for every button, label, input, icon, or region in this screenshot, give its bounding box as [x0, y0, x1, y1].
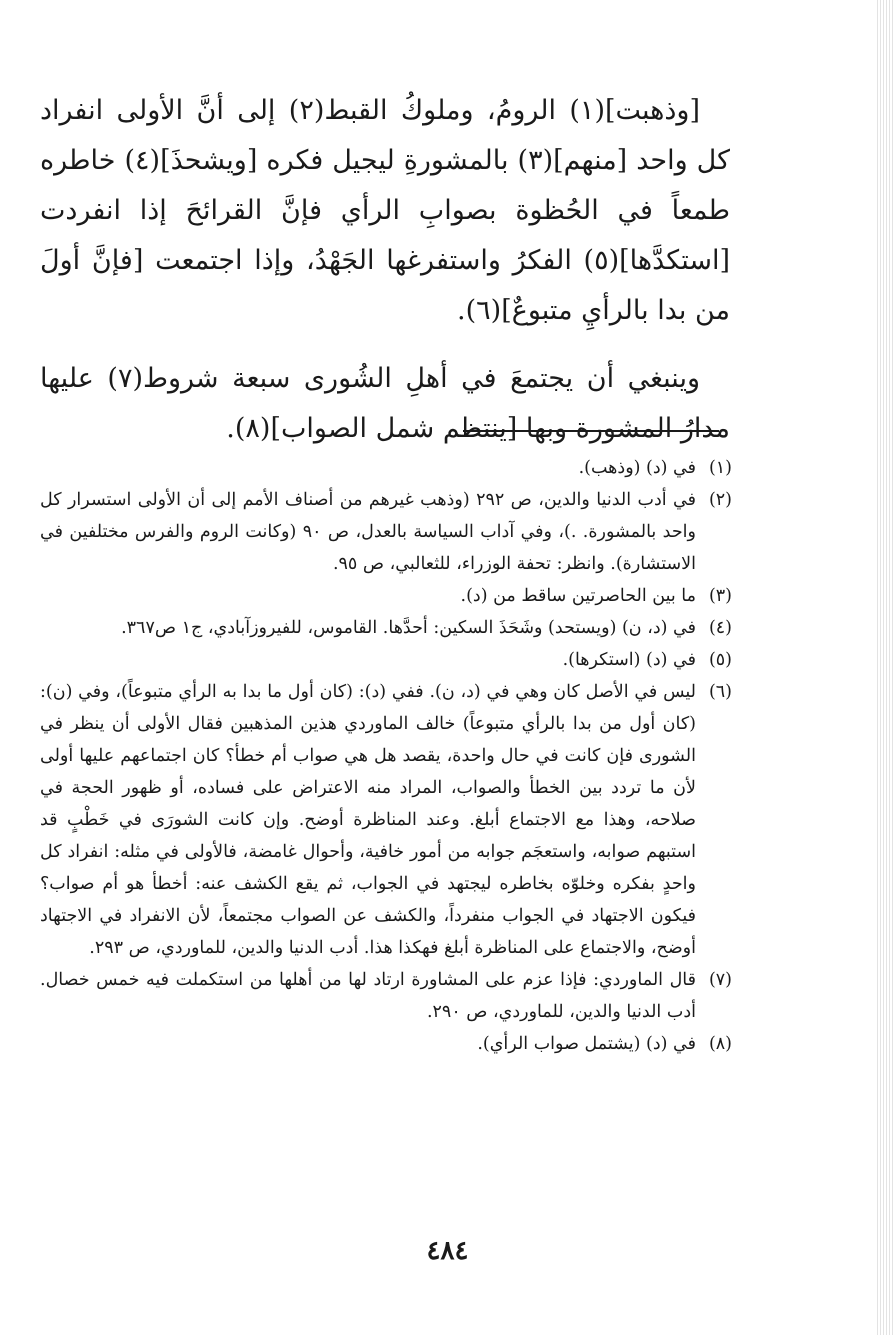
footnote-5: [40, 644, 732, 676]
footnote-number: (٤): [708, 618, 732, 638]
footnote-7: [40, 964, 732, 1028]
footnote-2: [40, 484, 732, 580]
page-number: ٤٨٤: [426, 1236, 469, 1266]
footnote-4: [40, 612, 732, 644]
footnote-1: [40, 452, 732, 484]
footnote-6: [40, 676, 732, 964]
footnote-text: ليس في الأصل كان وهي في (د، ن). ففي (د): (كان أول ما بدا به الرأي متبوعاً)، وفي (ن): (كان أول من بدا بالرأي متبوعاً) خالف الماوردي هذين المذهبين فقال الأولى أن ينظر في الشورى فإن كانت في حال واحدة، يقصد هل هي صواب أم خطأ؟ كان اجتماعهم عليها أولى لأن ما تردد بين الخطأ والصواب، المراد منه الاعتراض على فساده، أو ظهور الحجة في صلاحه، وهذا مع الاجتماع أبلغ. وعند المناظرة أوضح. وإن كانت الشورَى في خَطْبٍ قد استبهم صوابه، واستعجَم جوابه من أمور خافية، وأحوال غامضة، فالأولى في مثله: انفراد كل واحدٍ بفكره وخلوّه بخاطره ليجتهد في الجواب، ثم يقع الكشف عنه: أخطأ هو أم صواب؟ فيكون الاجتهاد في الجواب منفرداً، والكشف عن الصواب مجتمعاً، لأن الانفراد في الاجتهاد أوضح، والاجتماع على المناظرة أبلغ فهكذا هذا. أدب الدنيا والدين، للماوردي، ص ٢٩٣.: [40, 682, 696, 958]
footnote-text: ما بين الحاصرتين ساقط من (د).: [460, 586, 696, 606]
main-paragraph-1: [وذهبت](١) الرومُ، وملوكُ القبط(٢) إلى أنَّ الأولى انفراد كل واحد [منهم](٣) بالمشورةِ ليجيل فكره [ويشحذَ](٤) خاطره طمعاً في الحُظوة بصوابِ الرأي فإنَّ القرائحَ إذا انفردت [استكدَّها](٥) الفكرُ واستفرغها الجَهْدُ، وإذا اجتمعت [فإنَّ أولَ من بدا بالرأيِ متبوعٌ](٦).: [40, 95, 730, 326]
footnotes: [40, 452, 732, 1060]
footnote-number: (٥): [708, 650, 732, 670]
footnote-number: (٨): [708, 1034, 732, 1054]
main-paragraph-2: وينبغي أن يجتمعَ في أهلِ الشُورى سبعة شروط(٧) عليها مدارُ المشورة وبها [ينتظم شمل الصواب](٨).: [40, 363, 730, 444]
footnote-3: [40, 580, 732, 612]
footnote-text: في (د) (يشتمل صواب الرأي).: [477, 1034, 696, 1054]
footnote-text: في (د) (استكرها).: [562, 650, 696, 670]
footnote-text: في أدب الدنيا والدين، ص ٢٩٢ (وذهب غيرهم من أصناف الأمم إلى أن الأولى استسرار كل واحد بالمشورة. .)، وفي آداب السياسة بالعدل، ص ٩٠ (وكانت الروم والفرس مختلفين في الاستشارة). وانظر: تحفة الوزراء، للثعالبي، ص ٩٥.: [40, 490, 696, 574]
footnote-number: (٦): [708, 682, 732, 702]
footnote-text: قال الماوردي: فإذا عزم على المشاورة ارتاد لها من أهلها من استكملت فيه خمس خصال. أدب الدنيا والدين، للماوردي، ص ٢٩٠.: [40, 970, 696, 1022]
footnote-separator: [463, 430, 719, 432]
footnote-number: (٢): [708, 490, 732, 510]
footnote-8: [40, 1028, 732, 1060]
page-edge-scan-artifact: [875, 0, 895, 1335]
footnote-number: (٣): [708, 586, 732, 606]
footnote-number: (١): [708, 458, 732, 478]
footnote-text: في (د، ن) (ويستحد) وشَحَذَ السكين: أحدَّها. القاموس، للفيروزآبادي، ج١ ص٣٦٧.: [121, 618, 696, 638]
main-text: [40, 86, 730, 454]
footnote-text: في (د) (وذهب).: [578, 458, 696, 478]
footnote-number: (٧): [708, 970, 732, 990]
